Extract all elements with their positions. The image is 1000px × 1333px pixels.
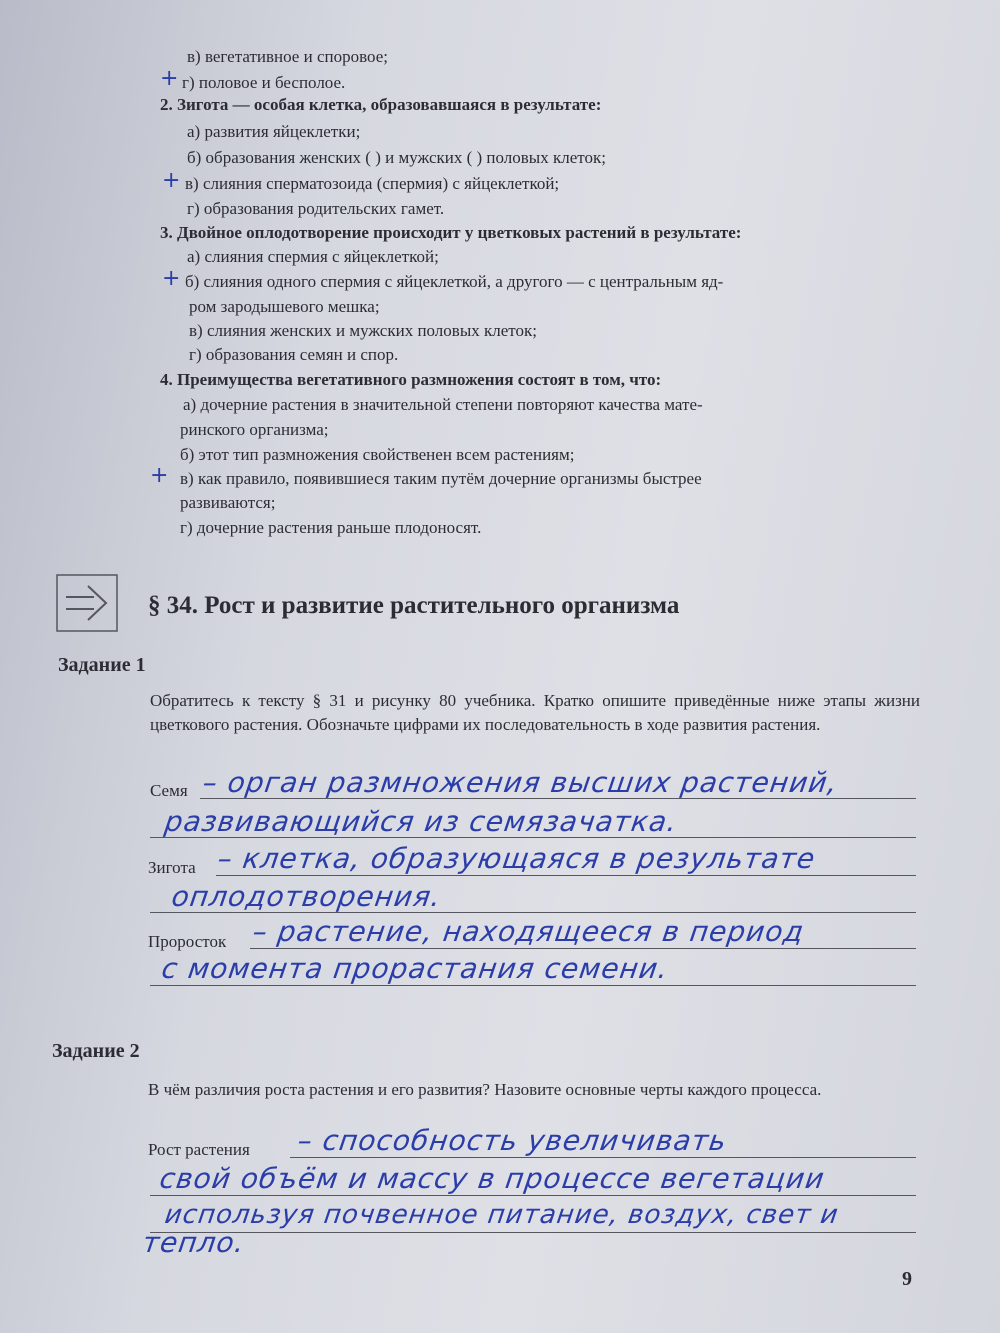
- check-mark-q2: +: [162, 168, 181, 193]
- q3-option-v: в) слияния женских и мужских половых клеток;: [189, 321, 537, 340]
- seed-label: Семя: [150, 781, 188, 800]
- q2-option-v: в) слияния сперматозоида (спермия) с яйцеклеткой;: [185, 174, 560, 193]
- q1-option-g: г) половое и бесполое.: [182, 73, 346, 92]
- answer-line: [250, 948, 916, 949]
- q2-option-a: а) развития яйцеклетки;: [187, 122, 361, 141]
- q4-option-a-line2: ринского организма;: [180, 420, 329, 439]
- q3-option-a: а) слияния спермия с яйцеклеткой;: [187, 247, 439, 266]
- zygote-label: Зигота: [148, 858, 196, 877]
- answer-line: [216, 875, 916, 876]
- q2-option-b: б) образования женских ( ) и мужских ( ) половых клеток;: [187, 148, 606, 167]
- task1-instructions: Обратитесь к тексту § 31 и рисунку 80 учебника. Кратко опишите приведённые ниже этапы жизни цветкового растения. Обозначьте цифрами их последовательность в ходе развития растения.: [150, 691, 920, 734]
- q2-title: 2. Зигота — особая клетка, образовавшаяся в результате:: [160, 95, 602, 114]
- growth-answer-line1: – способность увеличивать: [295, 1124, 730, 1157]
- section-arrow-icon: [56, 574, 118, 632]
- answer-line: [290, 1157, 916, 1158]
- q3-option-b-line2: ром зародышевого мешка;: [189, 297, 380, 316]
- q4-option-a-line1: а) дочерние растения в значительной степени повторяют качества мате-: [183, 395, 703, 414]
- task2-title: Задание 2: [52, 1040, 140, 1062]
- section-title: § 34. Рост и развитие растительного организма: [148, 592, 680, 619]
- answer-line: [150, 1232, 916, 1233]
- q4-option-g: г) дочерние растения раньше плодоносят.: [180, 518, 482, 537]
- task1-title: Задание 1: [58, 654, 146, 676]
- sprout-answer-line2: с момента прорастания семени.: [159, 952, 671, 985]
- q2-option-g: г) образования родительских гамет.: [187, 199, 445, 218]
- q4-option-b: б) этот тип размножения свойственен всем растениям;: [180, 445, 575, 464]
- growth-answer-line2: свой объём и массу в процессе вегетации: [157, 1162, 827, 1195]
- seed-answer-line2: развивающийся из семязачатка.: [162, 805, 680, 838]
- answer-line: [150, 1195, 916, 1196]
- q4-title: 4. Преимущества вегетативного размножения состоят в том, что:: [160, 370, 662, 389]
- zygote-answer-line1: – клетка, образующаяся в результате: [215, 842, 818, 875]
- page-number: 9: [902, 1268, 912, 1290]
- seed-answer-line1: – орган размножения высших растений,: [200, 766, 841, 799]
- check-mark-q3: +: [162, 266, 181, 291]
- q3-title: 3. Двойное оплодотворение происходит у цветковых растений в результате:: [160, 223, 742, 242]
- sprout-label: Проросток: [148, 932, 227, 951]
- check-mark-q4: +: [150, 463, 169, 488]
- check-mark-q1: +: [160, 66, 179, 91]
- growth-label: Рост растения: [148, 1140, 250, 1159]
- task2-instructions: В чём различия роста растения и его развития? Назовите основные черты каждого процесса.: [148, 1080, 822, 1099]
- q4-option-v-line1: в) как правило, появившиеся таким путём дочерние организмы быстрее: [180, 469, 702, 488]
- q3-option-b-line1: б) слияния одного спермия с яйцеклеткой, а другого — с центральным яд-: [185, 272, 724, 291]
- q3-option-g: г) образования семян и спор.: [189, 345, 399, 364]
- growth-answer-line3: используя почвенное питание, воздух, свет и: [162, 1200, 841, 1230]
- q4-option-v-line2: развиваются;: [180, 493, 276, 512]
- growth-answer-line4: тепло.: [140, 1226, 248, 1259]
- answer-line: [150, 985, 916, 986]
- zygote-answer-line2: оплодотворения.: [169, 880, 444, 913]
- q1-option-v: в) вегетативное и споровое;: [187, 47, 388, 66]
- sprout-answer-line1: – растение, находящееся в период: [250, 915, 807, 948]
